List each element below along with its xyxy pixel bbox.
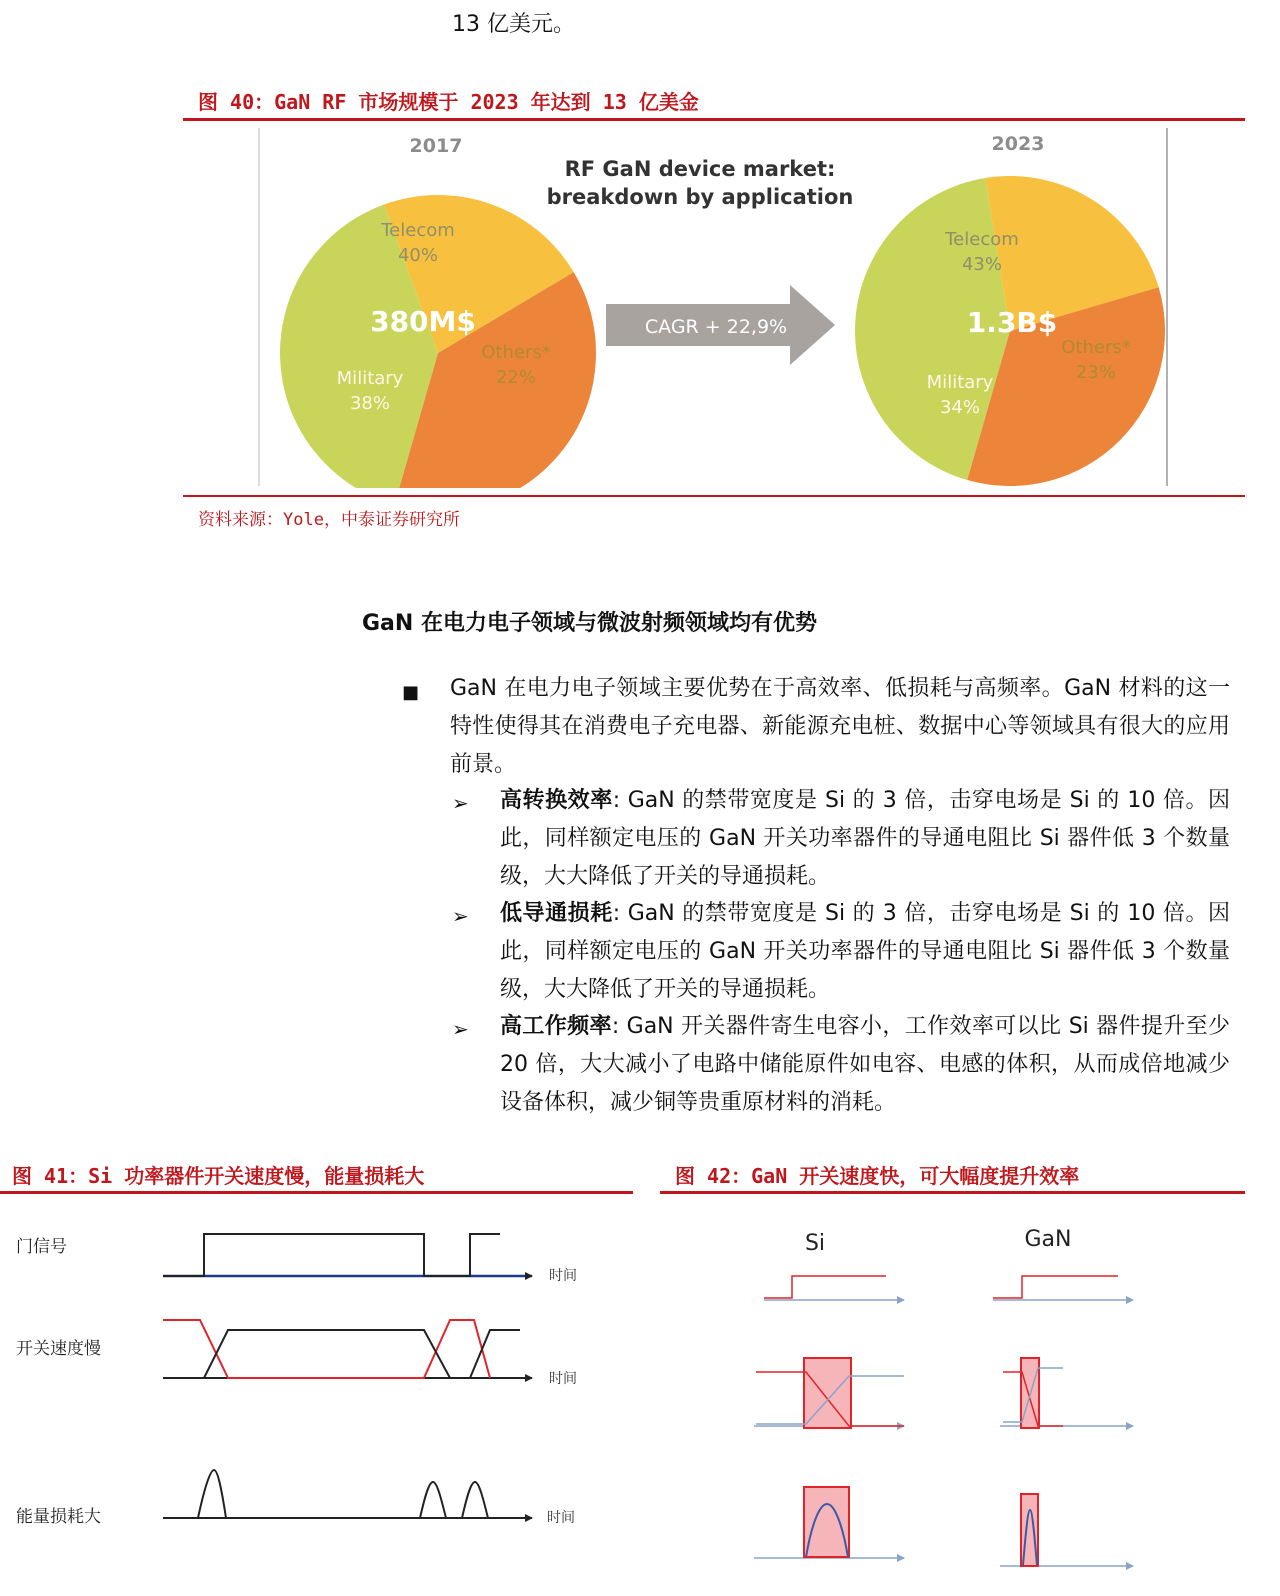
si-gate-step [764, 1276, 886, 1298]
pie-slice-label: Telecom [945, 229, 1019, 250]
subitem-2 [500, 895, 1230, 1009]
fig42-diagram [660, 1200, 1260, 1596]
pie-slice-label: Telecom [381, 220, 455, 241]
row-loss-label: 能量损耗大 [16, 1507, 101, 1527]
gate-waveform [163, 1234, 500, 1276]
voltage-waveform [163, 1330, 520, 1378]
chart-title-line2: breakdown by application [546, 185, 854, 209]
bullet-paragraph: GaN 在电力电子领域主要优势在于高效率、低损耗与高频率。GaN 材料的这一特性使得其在消费电子充电器、新能源充电桩、数据中心等领域具有很大的应用前景。 [450, 676, 1230, 777]
row-gate-label: 门信号 [16, 1237, 67, 1257]
continuation-text: 13 亿美元。 [452, 12, 575, 37]
arrow-bullet-icon: ➢ [452, 904, 469, 928]
arrow-bullet-icon: ➢ [452, 791, 469, 815]
row-gate-axis: 时间 [549, 1268, 577, 1284]
subitem-3-text: : GaN 开关器件寄生电容小，工作效率可以比 Si 器件提升至少 20 倍，大大减小了电路中储能原件如电容、电感的体积，从而成倍地减少设备体积，减少铜等贵重原材料的消耗。 [500, 1014, 1230, 1115]
pie-slice-value: 43% [961, 254, 1003, 275]
si-loss-box [804, 1487, 849, 1557]
row-switch-label: 开关速度慢 [16, 1339, 101, 1359]
pie-2023-year: 2023 [991, 133, 1045, 155]
subitem-1-title: 高转换效率 [500, 788, 613, 813]
subitem-3-title: 高工作频率 [500, 1014, 612, 1039]
pie-total-label: 380M$ [370, 305, 476, 338]
bullet-square-icon: ■ [402, 682, 420, 703]
fig40-chart [258, 128, 1170, 488]
loss-pulse [420, 1482, 446, 1518]
pie-slice-value: 40% [397, 245, 439, 266]
pie-2023 [855, 176, 1165, 486]
arrow-bullet-icon: ➢ [452, 1017, 469, 1041]
fig42-caption: 图 42：GaN 开关速度快，可大幅度提升效率 [675, 1164, 1080, 1188]
pie-2017-year: 2017 [409, 135, 463, 157]
section-heading: GaN 在电力电子领域与微波射频领域均有优势 [362, 611, 817, 636]
subitem-2-text: : GaN 的禁带宽度是 Si 的 3 倍，击穿电场是 Si 的 10 倍。因此，同样额定电压的 GaN 开关功率器件的导通电阻比 Si 器件低 3 个数量级，大大降低了开关的导通损耗。 [500, 901, 1230, 1002]
subitem-2-title: 低导通损耗 [500, 901, 613, 926]
pie-slice-label: Military [926, 372, 994, 393]
pie-total-label: 1.3B$ [966, 306, 1058, 339]
current-waveform [163, 1320, 490, 1378]
subitem-3 [500, 1008, 1230, 1122]
chart-title-line1: RF GaN device market: [564, 157, 836, 181]
gan-gate-step [993, 1276, 1118, 1298]
fig41-caption: 图 41：Si 功率器件开关速度慢，能量损耗大 [12, 1164, 425, 1188]
pie-2017 [280, 195, 596, 488]
pie-slice-value: 34% [939, 397, 981, 418]
fig41-diagram [0, 1200, 640, 1596]
row-switch-axis: 时间 [549, 1371, 577, 1387]
row-loss-axis: 时间 [547, 1510, 575, 1526]
pie-slice-label: Others* [481, 342, 551, 363]
loss-pulse [198, 1470, 226, 1518]
fig40-bottom-rule [183, 495, 1245, 497]
loss-pulse [462, 1482, 488, 1518]
pie-slice-value: 38% [349, 393, 391, 414]
fig42-rule [660, 1191, 1245, 1194]
fig40-source: 资料来源：Yole，中泰证券研究所 [198, 510, 460, 530]
pie-slice-value: 23% [1075, 362, 1117, 383]
pie-slice-label: Others* [1061, 337, 1131, 358]
subitem-1 [500, 782, 1230, 896]
fig40-caption: 图 40：GaN RF 市场规模于 2023 年达到 13 亿美金 [198, 90, 699, 114]
pie-slice-value: 22% [495, 367, 537, 388]
fig41-rule [0, 1191, 633, 1194]
col-gan-label: GaN [1024, 1227, 1072, 1252]
fig40-top-rule [183, 118, 1245, 121]
pie-slice-label: Military [336, 368, 404, 389]
cagr-label: CAGR + 22,9% [644, 316, 788, 338]
col-si-label: Si [804, 1231, 826, 1256]
subitem-1-text: : GaN 的禁带宽度是 Si 的 3 倍，击穿电场是 Si 的 10 倍。因此，同样额定电压的 GaN 开关功率器件的导通电阻比 Si 器件低 3 个数量级，大大降低了开关的导通损耗。 [500, 788, 1230, 889]
